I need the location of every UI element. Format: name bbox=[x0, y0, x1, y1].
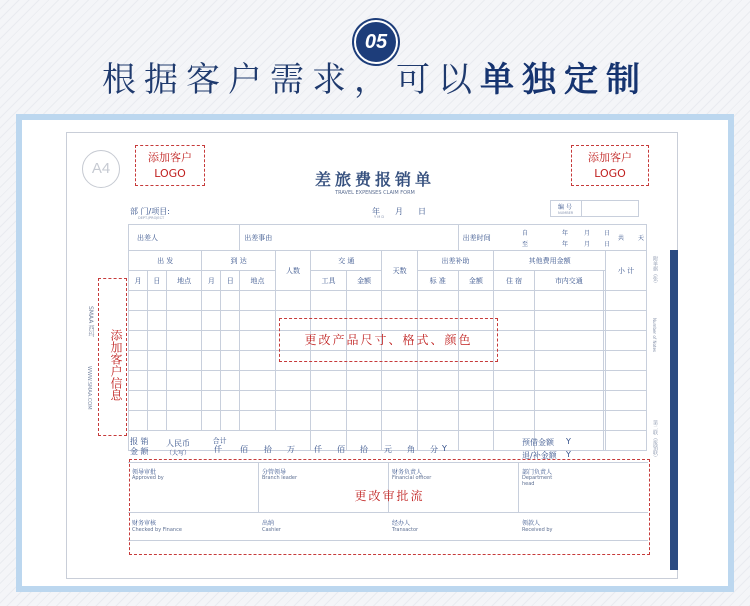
other-header bbox=[494, 251, 606, 271]
period-label: 出差时间 bbox=[462, 233, 491, 242]
workflow-change-label: 更改审批流 bbox=[354, 489, 425, 503]
allowance-standard: 标 准 bbox=[417, 271, 458, 291]
right-vertical-1: 附单据（张） bbox=[652, 256, 658, 286]
approval-top-label: 领导审批 bbox=[132, 469, 157, 476]
amount-digit: 拾 bbox=[264, 445, 272, 454]
headline-light: 根据客户需求，可以 bbox=[102, 60, 480, 100]
subtotal-header bbox=[606, 251, 647, 291]
approval-bottom-label: 领款人 bbox=[522, 520, 541, 527]
persons-label: 人数 bbox=[286, 266, 301, 275]
total-days: 共 bbox=[618, 235, 625, 242]
a4-size-mark: A4 bbox=[82, 150, 120, 188]
claim-yen: Y bbox=[442, 444, 447, 453]
form-title: 差旅费报销单 bbox=[314, 170, 435, 189]
amount-digit: 佰 bbox=[337, 445, 345, 454]
table-row bbox=[129, 391, 647, 411]
subtotal-label: 小 计 bbox=[617, 266, 635, 275]
currency-note: （大写） bbox=[166, 450, 191, 457]
approval-top-en: Approved by bbox=[132, 475, 164, 481]
advance-yen: Y bbox=[566, 437, 571, 446]
depart-label: 出 发 bbox=[157, 256, 174, 265]
transport-amount: 金额 bbox=[346, 271, 382, 291]
period-from: 自 bbox=[522, 230, 529, 237]
claim-label: 报 销 金 额 bbox=[130, 437, 149, 456]
number-box-divider bbox=[581, 200, 582, 217]
amount-digit: 仟 bbox=[314, 445, 322, 454]
customer-info-callout: 添加客户信息 bbox=[98, 278, 127, 436]
approval-top-label: 分管领导 bbox=[262, 469, 287, 476]
approval-bottom-en: Received by bbox=[522, 527, 553, 533]
period-to-month: 月 bbox=[584, 241, 591, 248]
arrive-place: 地点 bbox=[240, 271, 276, 291]
arrive-day: 日 bbox=[221, 271, 240, 291]
form-title-en: TRAVEL EXPENSES CLAIM FORM bbox=[335, 190, 415, 196]
period-to-year: 年 bbox=[562, 241, 569, 248]
transport-tool: 工具 bbox=[311, 271, 347, 291]
amount-digit: 仟 bbox=[214, 445, 222, 454]
amount-digit: 拾 bbox=[360, 445, 368, 454]
reason-cell bbox=[240, 225, 458, 251]
approval-top-en: Department head bbox=[522, 475, 553, 487]
right-vertical-3: 第二联（报销联） bbox=[652, 420, 658, 460]
arrive-month: 月 bbox=[202, 271, 221, 291]
step-number: 05 bbox=[364, 31, 388, 53]
other-extra bbox=[603, 271, 605, 291]
amount-digit: 元 bbox=[384, 445, 392, 454]
headline-bold: 单独定制 bbox=[480, 60, 648, 100]
approval-top-en: Financial officer bbox=[392, 475, 432, 481]
dept-label: 部 门/项目: bbox=[130, 207, 170, 216]
reason-label: 出差事由 bbox=[244, 233, 273, 242]
amount-digit: 万 bbox=[287, 445, 295, 454]
period-from-year: 年 bbox=[562, 230, 569, 237]
allowance-label: 出差补助 bbox=[441, 256, 470, 265]
arrive-header bbox=[202, 251, 275, 271]
date-year: 年 bbox=[372, 207, 380, 216]
period-to-day: 日 bbox=[604, 241, 611, 248]
other-hotel: 住 宿 bbox=[494, 271, 535, 291]
refund-label: 退/补金额 bbox=[522, 451, 557, 460]
approval-bottom-label: 经办人 bbox=[392, 520, 411, 527]
date-month: 月 bbox=[395, 207, 403, 216]
approval-bottom-en: Transactor bbox=[392, 527, 419, 533]
traveler-label: 出差人 bbox=[137, 233, 158, 242]
transport-header bbox=[311, 251, 382, 271]
approval-bottom-en: Cashier bbox=[262, 527, 281, 533]
traveler-cell bbox=[129, 225, 240, 251]
approval-bottom-label: 财务审核 bbox=[132, 520, 157, 527]
dept-en: DEPT./PROJECT bbox=[138, 216, 165, 220]
currency-label: 人民币 bbox=[166, 439, 190, 448]
approval-bottom-en: Checked by Finance bbox=[132, 527, 182, 533]
refund-yen: Y bbox=[566, 450, 571, 459]
approval-top-label: 财务负责人 bbox=[392, 469, 423, 476]
arrive-label: 到 达 bbox=[230, 256, 247, 265]
right-vertical-2: Number of Notes bbox=[652, 318, 657, 353]
transport-label: 交 通 bbox=[338, 256, 355, 265]
side-url: WWW.SMAA.COM bbox=[86, 366, 92, 410]
amount-digit: 佰 bbox=[240, 445, 248, 454]
product-change-callout: 更改产品尺寸、格式、颜色 bbox=[279, 318, 498, 362]
approval-top-label: 部门负责人 bbox=[522, 469, 553, 476]
depart-day: 日 bbox=[147, 271, 166, 291]
period-from-day: 日 bbox=[604, 230, 611, 237]
days-header bbox=[382, 251, 418, 291]
headline bbox=[0, 52, 750, 101]
logo-right-callout: 添加客户 LOGO bbox=[571, 145, 649, 186]
period-to: 至 bbox=[522, 241, 529, 248]
table-row bbox=[129, 411, 647, 431]
other-label: 其他费用金额 bbox=[528, 256, 571, 265]
side-brand: SMAA 西玛 bbox=[87, 306, 94, 338]
allowance-header bbox=[417, 251, 493, 271]
amount-digit: 分 bbox=[430, 445, 438, 454]
advance-label: 预借金额 bbox=[522, 438, 554, 447]
number-en: NUMBER bbox=[558, 211, 574, 215]
period-from-month: 月 bbox=[584, 230, 591, 237]
workflow-change-callout bbox=[129, 459, 650, 555]
number-label: 编 号 bbox=[558, 204, 572, 211]
date-en: Y M D bbox=[374, 215, 385, 219]
allowance-amount: 金额 bbox=[458, 271, 494, 291]
right-edge-bar bbox=[670, 250, 678, 570]
persons-header bbox=[275, 251, 311, 291]
amount-digit: 角 bbox=[407, 445, 415, 454]
depart-month: 月 bbox=[129, 271, 148, 291]
total-label: 合计 bbox=[212, 436, 227, 445]
logo-left-callout: 添加客户 LOGO bbox=[135, 145, 205, 186]
approval-bottom-label: 出纳 bbox=[262, 520, 275, 527]
depart-header bbox=[129, 251, 202, 271]
table-row bbox=[129, 371, 647, 391]
days-label: 天数 bbox=[392, 266, 407, 275]
other-taxi: 市内交通 bbox=[534, 271, 603, 291]
table-row bbox=[129, 291, 647, 311]
depart-place: 地点 bbox=[166, 271, 202, 291]
date-day: 日 bbox=[418, 207, 426, 216]
days-unit: 天 bbox=[638, 235, 645, 242]
approval-top-en: Branch leader bbox=[262, 475, 298, 481]
